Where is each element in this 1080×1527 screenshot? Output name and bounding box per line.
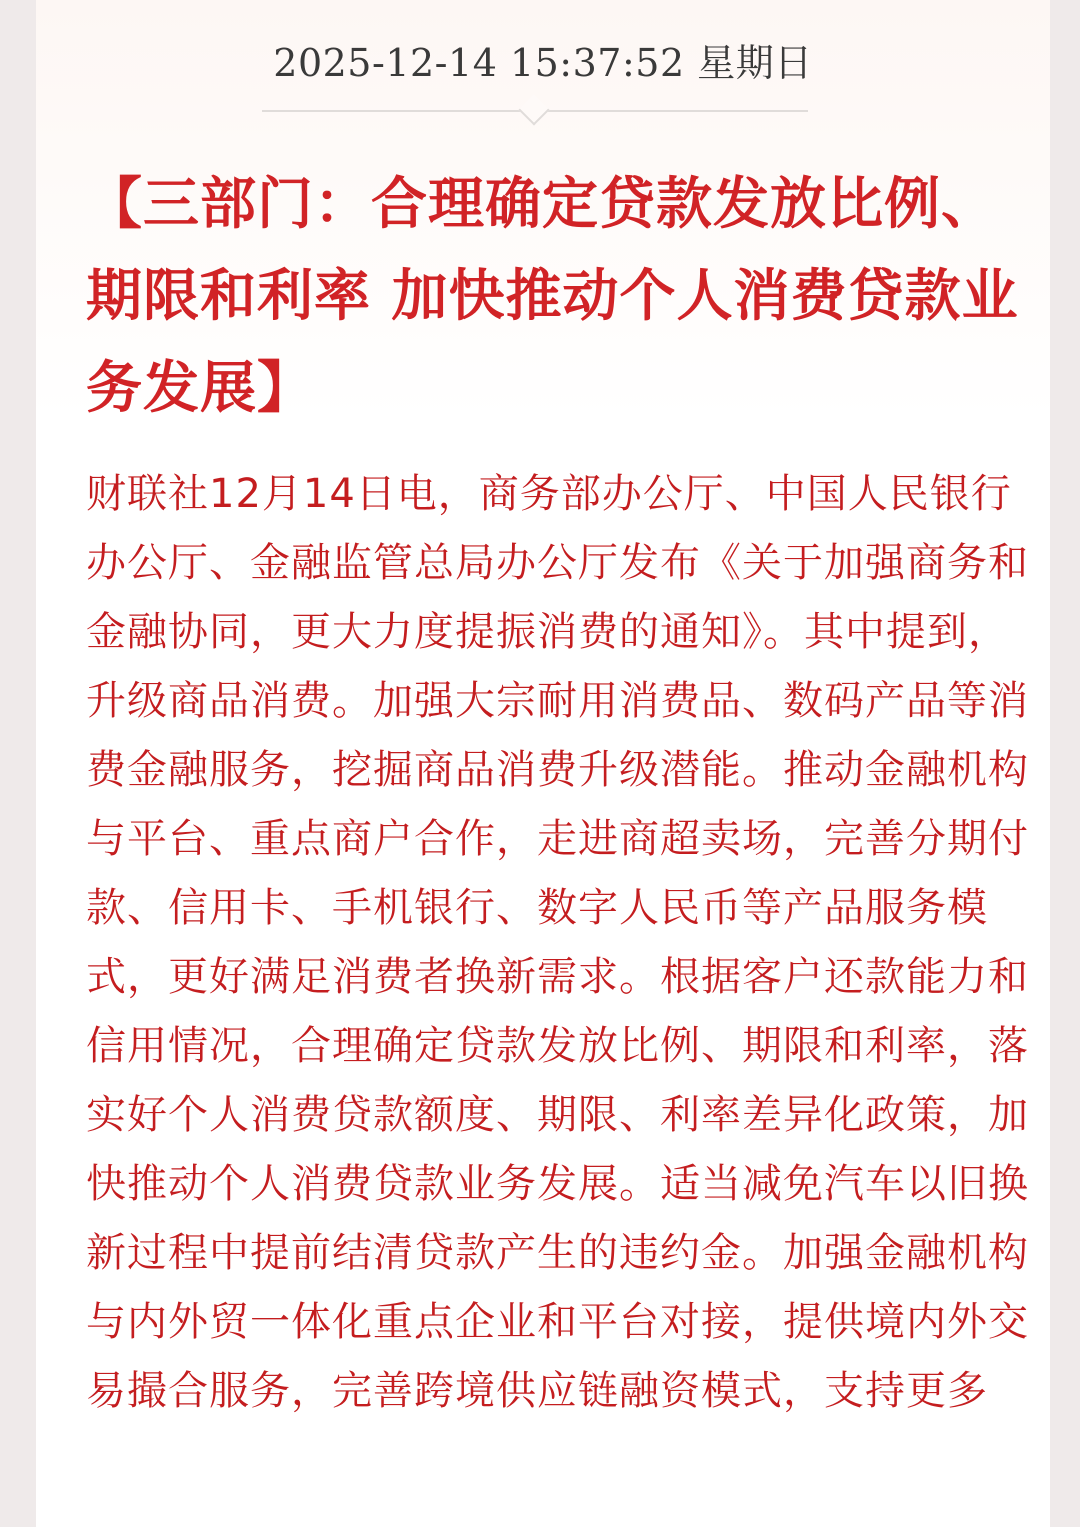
post-datetime: 2025-12-14 15:37:52 星期日 bbox=[273, 41, 813, 85]
news-body: 财联社12月14日电，商务部办公厅、中国人民银行办公厅、金融监管总局办公厅发布《关于加强商务和金融协同，更大力度提振消费的通知》。其中提到，升级商品消费。加强大宗耐用消费品、数码产品等消费金融服务，挖掘商品消费升级潜能。推动金融机构与平台、重点商户合作，走进商超卖场，完善分期付款、信用卡、手机银行、数字人民币等产品服务模式，更好满足消费者换新需求。根据客户还款能力和信用情况，合理确定贷款发放比例、期限和利率，落实好个人消费贷款额度、期限、利率差异化政策，加快推动个人消费贷款业务发展。适当减免汽车以旧换新过程中提前结清贷款产生的违约金。加强金融机构与内外贸一体化重点企业和平台对接，提供境内外交易撮合服务，完善跨境供应链融资模式，支持更多 bbox=[86, 471, 1029, 1414]
news-card bbox=[36, 0, 1050, 1527]
news-headline: 【三部门：合理确定贷款发放比例、期限和利率 加快推动个人消费贷款业务发展】 bbox=[86, 171, 1019, 421]
